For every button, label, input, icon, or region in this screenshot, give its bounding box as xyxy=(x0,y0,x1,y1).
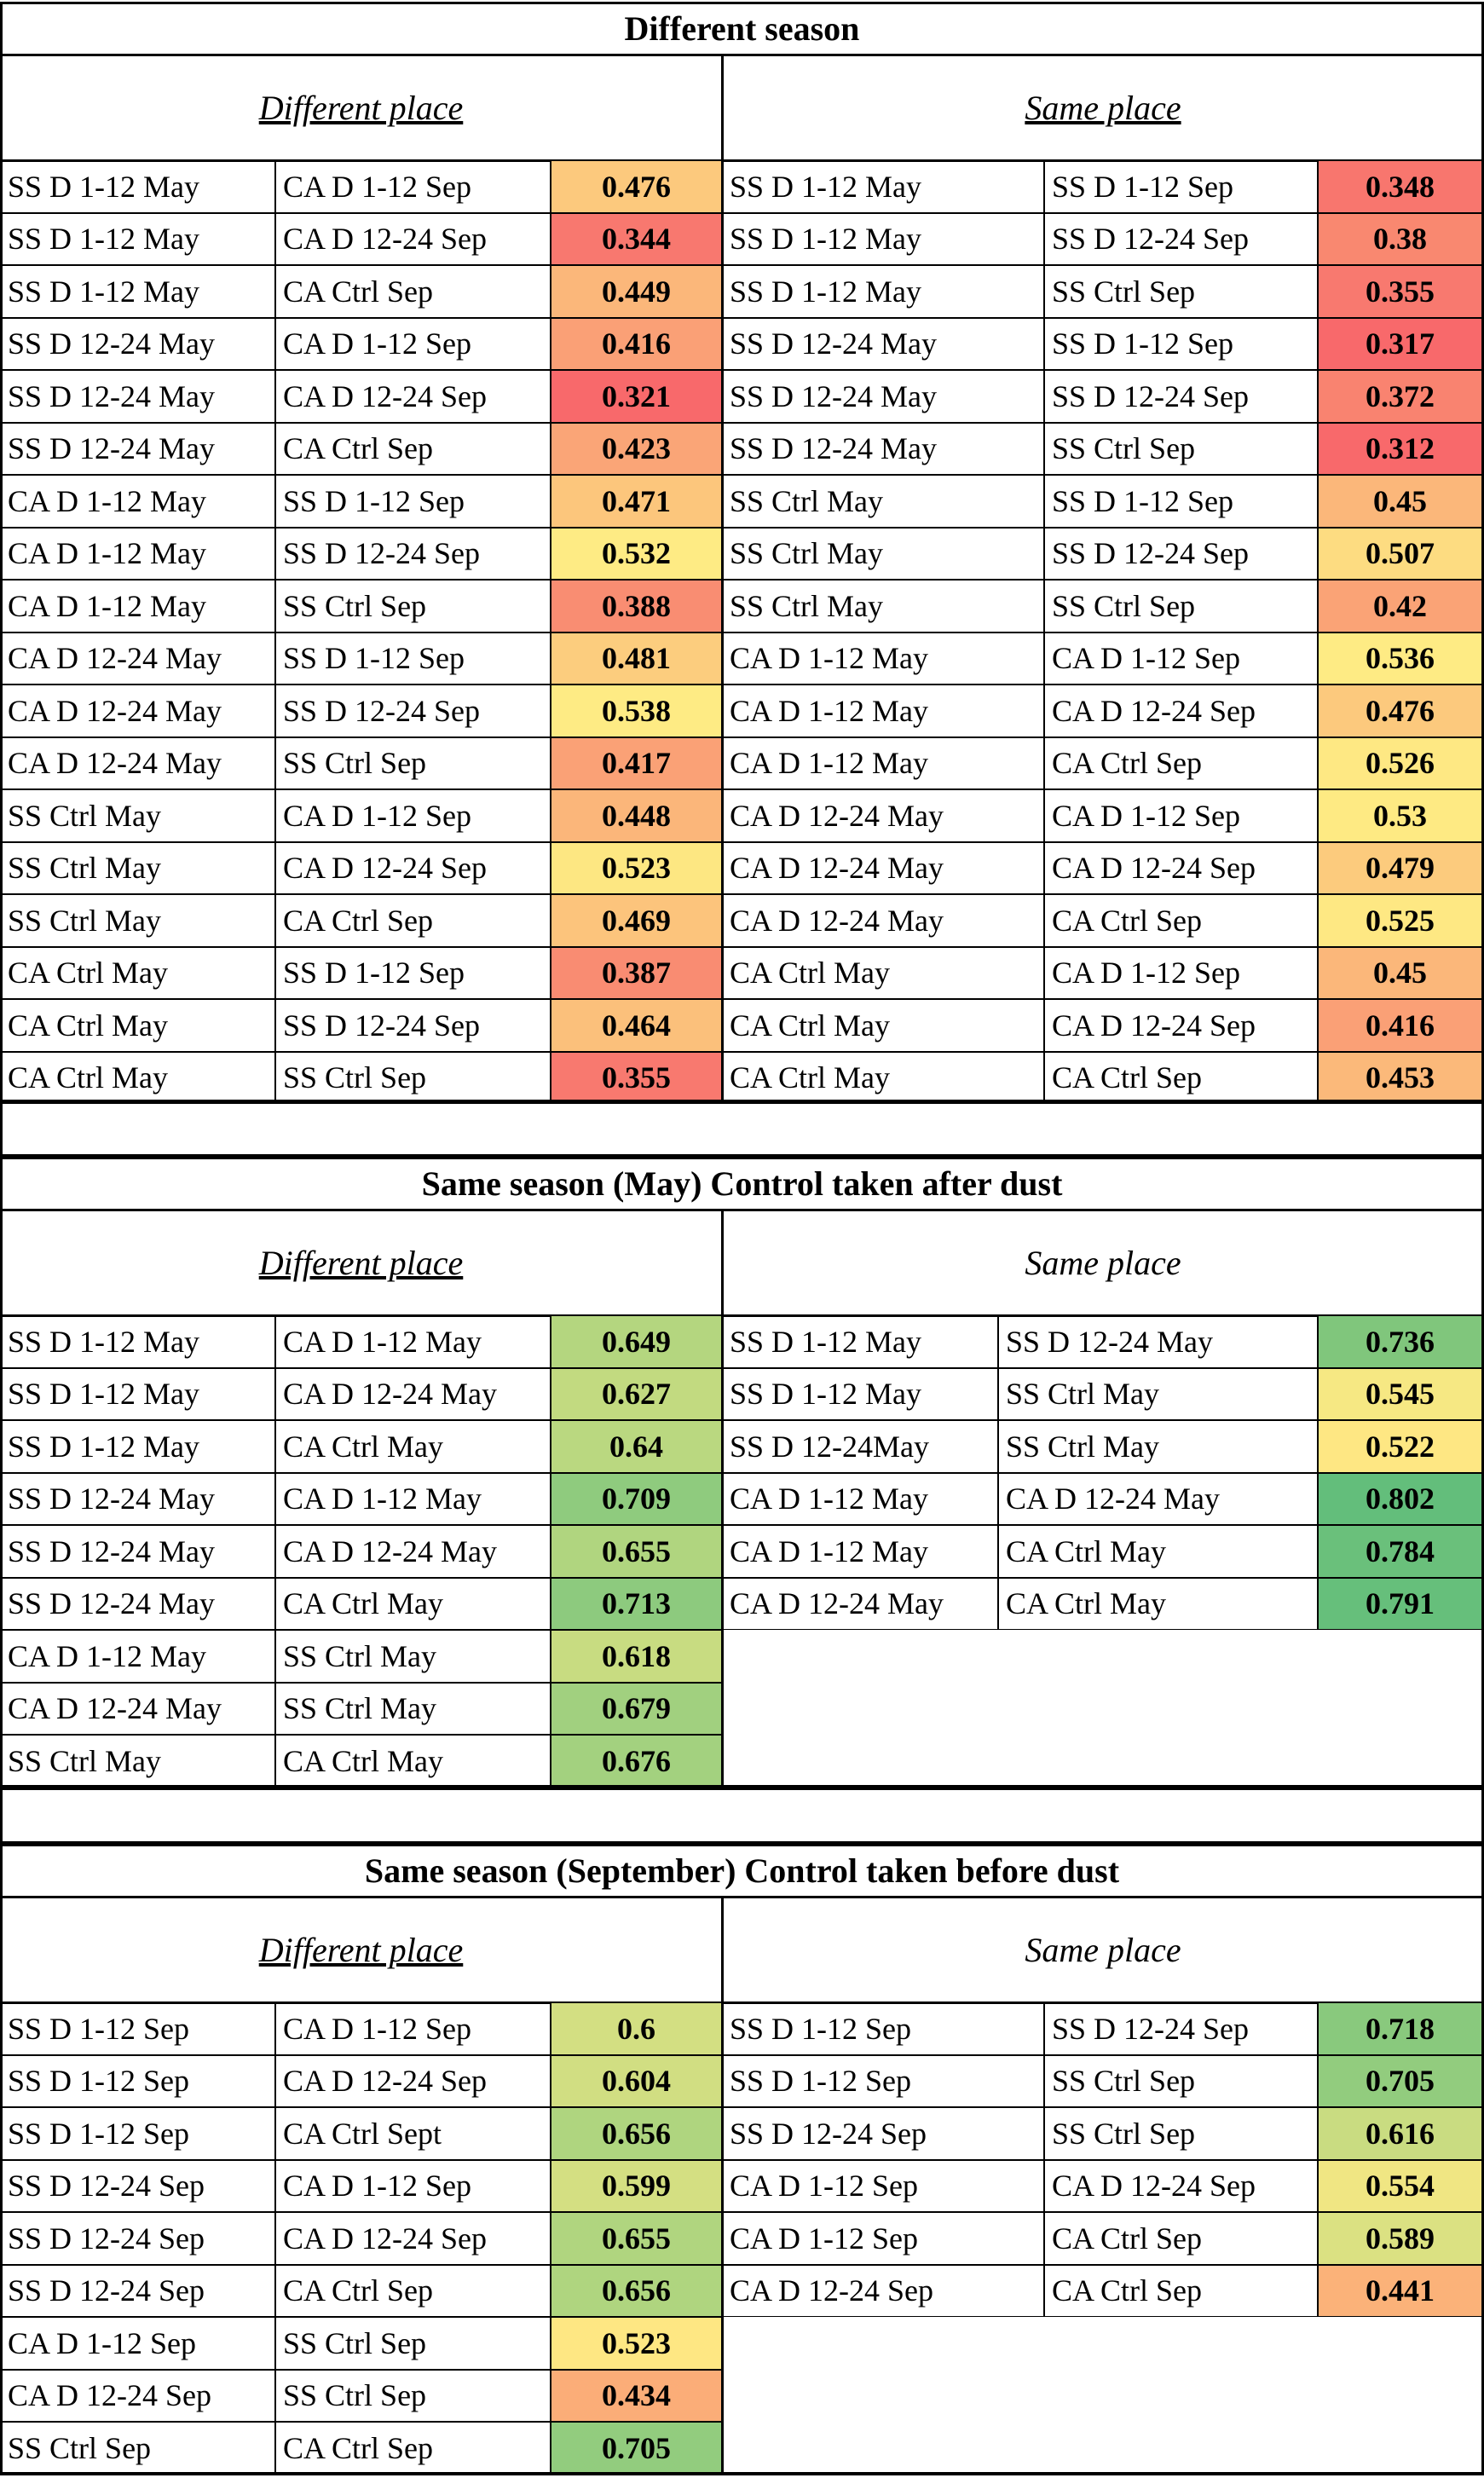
sample-b-cell: CA D 12-24 May xyxy=(275,1368,551,1421)
correlation-value: 0.709 xyxy=(551,1473,722,1526)
correlation-value: 0.554 xyxy=(1318,2160,1482,2213)
sample-a-cell: SS D 12-24 May xyxy=(722,370,1044,423)
correlation-value: 0.448 xyxy=(551,789,722,842)
same-place-label: Same place xyxy=(1025,88,1181,127)
sample-b-cell: CA Ctrl Sep xyxy=(275,894,551,947)
sample-a-cell: CA D 1-12 Sep xyxy=(722,2212,1044,2265)
sample-a-cell: CA D 12-24 May xyxy=(0,1683,275,1736)
sample-a-cell: SS D 12-24 Sep xyxy=(722,2107,1044,2160)
sample-a-cell: SS D 1-12 May xyxy=(0,1315,275,1368)
sample-a-cell: SS D 12-24May xyxy=(722,1420,998,1473)
correlation-value: 0.471 xyxy=(551,475,722,528)
correlation-value: 0.656 xyxy=(551,2265,722,2318)
section-title: Same season (September) Control taken before dust xyxy=(364,1851,1120,1890)
sample-a-cell: SS Ctrl May xyxy=(0,789,275,842)
sample-b-cell: SS D 12-24 Sep xyxy=(1044,528,1318,581)
correlation-value: 0.53 xyxy=(1318,789,1482,842)
sample-b-cell: SS Ctrl Sep xyxy=(1044,423,1318,476)
sample-a-cell: SS D 12-24 May xyxy=(0,1578,275,1631)
correlation-value: 0.479 xyxy=(1318,842,1482,895)
sample-b-cell: SS D 1-12 Sep xyxy=(1044,318,1318,371)
correlation-value: 0.676 xyxy=(551,1735,722,1788)
sample-a-cell: SS Ctrl May xyxy=(722,580,1044,632)
correlation-value: 0.507 xyxy=(1318,528,1482,581)
correlation-value: 0.321 xyxy=(551,370,722,423)
sample-a-cell: CA Ctrl May xyxy=(722,999,1044,1052)
sample-a-cell: CA D 12-24 May xyxy=(722,789,1044,842)
sample-a-cell: CA Ctrl May xyxy=(722,1052,1044,1105)
sample-b-cell: CA D 12-24 Sep xyxy=(1044,999,1318,1052)
sample-a-cell: CA D 12-24 May xyxy=(722,842,1044,895)
sample-a-cell: SS D 12-24 Sep xyxy=(0,2160,275,2213)
sample-a-cell: SS D 1-12 May xyxy=(0,1368,275,1421)
sample-b-cell: SS D 12-24 Sep xyxy=(1044,213,1318,266)
sample-a-cell: SS D 1-12 May xyxy=(722,265,1044,318)
sample-a-cell: CA Ctrl May xyxy=(0,947,275,1000)
sample-b-cell: CA D 1-12 Sep xyxy=(275,318,551,371)
sample-b-cell: SS D 12-24 Sep xyxy=(1044,370,1318,423)
correlation-value: 0.416 xyxy=(551,318,722,371)
sample-b-cell: CA Ctrl Sep xyxy=(275,2422,551,2475)
sample-b-cell: SS D 12-24 Sep xyxy=(275,528,551,581)
section-title: Same season (May) Control taken after dust xyxy=(421,1164,1063,1203)
correlation-value: 0.441 xyxy=(1318,2265,1482,2318)
sample-a-cell: CA D 1-12 May xyxy=(722,684,1044,737)
correlation-value: 0.523 xyxy=(551,842,722,895)
sample-b-cell: SS D 12-24 Sep xyxy=(275,684,551,737)
sample-b-cell: SS D 1-12 Sep xyxy=(275,632,551,685)
different-place-label: Different place xyxy=(258,88,464,127)
sample-a-cell: SS D 12-24 May xyxy=(0,423,275,476)
sample-b-cell: SS Ctrl May xyxy=(998,1420,1318,1473)
sample-a-cell: SS D 1-12 Sep xyxy=(0,2055,275,2108)
correlation-value: 0.449 xyxy=(551,265,722,318)
sample-a-cell: CA D 12-24 May xyxy=(722,894,1044,947)
sample-b-cell: CA Ctrl Sep xyxy=(275,2265,551,2318)
sample-a-cell: CA D 12-24 May xyxy=(0,737,275,790)
sample-b-cell: SS Ctrl May xyxy=(275,1683,551,1736)
correlation-value: 0.372 xyxy=(1318,370,1482,423)
sample-a-cell: SS D 12-24 May xyxy=(0,318,275,371)
correlation-value: 0.469 xyxy=(551,894,722,947)
sample-b-cell: CA Ctrl Sep xyxy=(1044,894,1318,947)
sample-b-cell: CA D 1-12 Sep xyxy=(1044,789,1318,842)
sample-a-cell: SS D 12-24 May xyxy=(722,423,1044,476)
sample-b-cell: SS Ctrl Sep xyxy=(275,2370,551,2423)
sample-b-cell: CA Ctrl Sep xyxy=(1044,2265,1318,2318)
sample-a-cell: SS D 1-12 May xyxy=(722,1315,998,1368)
correlation-value: 0.784 xyxy=(1318,1525,1482,1578)
sample-a-cell: SS Ctrl May xyxy=(0,894,275,947)
correlation-value: 0.604 xyxy=(551,2055,722,2108)
sample-a-cell: SS Ctrl May xyxy=(0,1735,275,1788)
correlation-value: 0.536 xyxy=(1318,632,1482,685)
correlation-value: 0.45 xyxy=(1318,947,1482,1000)
sample-b-cell: SS Ctrl Sep xyxy=(1044,580,1318,632)
sample-b-cell: CA D 12-24 Sep xyxy=(275,2055,551,2108)
sample-b-cell: CA D 1-12 Sep xyxy=(275,2002,551,2055)
sample-a-cell: CA D 1-12 Sep xyxy=(0,2317,275,2370)
sample-a-cell: SS D 1-12 May xyxy=(0,265,275,318)
sample-b-cell: SS Ctrl Sep xyxy=(275,580,551,632)
sample-b-cell: SS D 1-12 Sep xyxy=(275,947,551,1000)
correlation-value: 0.532 xyxy=(551,528,722,581)
correlation-value: 0.464 xyxy=(551,999,722,1052)
sample-a-cell: SS D 1-12 May xyxy=(722,160,1044,213)
correlation-value: 0.525 xyxy=(1318,894,1482,947)
correlation-value: 0.718 xyxy=(1318,2002,1482,2055)
correlation-value: 0.344 xyxy=(551,213,722,266)
correlation-value: 0.348 xyxy=(1318,160,1482,213)
correlation-value: 0.388 xyxy=(551,580,722,632)
sample-b-cell: SS Ctrl Sep xyxy=(1044,265,1318,318)
correlation-value: 0.627 xyxy=(551,1368,722,1421)
sample-b-cell: CA D 1-12 Sep xyxy=(275,789,551,842)
correlation-value: 0.423 xyxy=(551,423,722,476)
sample-b-cell: CA D 1-12 Sep xyxy=(275,160,551,213)
sample-b-cell: CA Ctrl Sep xyxy=(1044,2212,1318,2265)
correlation-value: 0.434 xyxy=(551,2370,722,2423)
correlation-value: 0.526 xyxy=(1318,737,1482,790)
correlation-value: 0.599 xyxy=(551,2160,722,2213)
correlation-value: 0.705 xyxy=(551,2422,722,2475)
correlation-value: 0.355 xyxy=(551,1052,722,1105)
correlation-value: 0.42 xyxy=(1318,580,1482,632)
sample-a-cell: SS D 12-24 May xyxy=(722,318,1044,371)
correlation-value: 0.713 xyxy=(551,1578,722,1631)
sample-b-cell: SS Ctrl Sep xyxy=(275,737,551,790)
sample-b-cell: CA D 1-12 Sep xyxy=(275,2160,551,2213)
correlation-value: 0.802 xyxy=(1318,1473,1482,1526)
sample-b-cell: CA Ctrl Sep xyxy=(275,423,551,476)
sample-b-cell: SS Ctrl Sep xyxy=(1044,2107,1318,2160)
section-border xyxy=(0,2,1484,1104)
correlation-value: 0.545 xyxy=(1318,1368,1482,1421)
sample-a-cell: CA D 12-24 May xyxy=(722,1578,998,1631)
correlation-value: 0.523 xyxy=(551,2317,722,2370)
sample-a-cell: SS D 1-12 May xyxy=(722,213,1044,266)
sample-b-cell: SS Ctrl Sep xyxy=(1044,2055,1318,2108)
correlation-value: 0.453 xyxy=(1318,1052,1482,1105)
sample-a-cell: SS D 1-12 Sep xyxy=(722,2055,1044,2108)
sample-a-cell: CA D 12-24 May xyxy=(0,632,275,685)
correlation-value: 0.64 xyxy=(551,1420,722,1473)
sample-a-cell: CA D 1-12 May xyxy=(722,1473,998,1526)
sample-b-cell: CA D 12-24 Sep xyxy=(275,842,551,895)
sample-a-cell: SS D 1-12 May xyxy=(0,213,275,266)
sample-a-cell: SS Ctrl May xyxy=(722,528,1044,581)
sample-b-cell: CA D 12-24 Sep xyxy=(1044,842,1318,895)
sample-a-cell: SS Ctrl May xyxy=(0,842,275,895)
sample-a-cell: SS D 1-12 May xyxy=(0,160,275,213)
sample-a-cell: SS Ctrl May xyxy=(722,475,1044,528)
correlation-value: 0.649 xyxy=(551,1315,722,1368)
sample-b-cell: SS D 12-24 Sep xyxy=(275,999,551,1052)
sample-b-cell: CA D 1-12 Sep xyxy=(1044,947,1318,1000)
correlation-value: 0.476 xyxy=(551,160,722,213)
sample-b-cell: CA D 12-24 May xyxy=(998,1473,1318,1526)
sample-a-cell: SS D 12-24 May xyxy=(0,1525,275,1578)
sample-b-cell: SS Ctrl Sep xyxy=(275,1052,551,1105)
correlation-value: 0.589 xyxy=(1318,2212,1482,2265)
correlation-value: 0.387 xyxy=(551,947,722,1000)
sample-b-cell: SS D 12-24 May xyxy=(998,1315,1318,1368)
same-place-label: Same place xyxy=(1025,1930,1181,1969)
sample-b-cell: SS D 1-12 Sep xyxy=(275,475,551,528)
correlation-value: 0.616 xyxy=(1318,2107,1482,2160)
correlation-value: 0.538 xyxy=(551,684,722,737)
sample-a-cell: SS D 12-24 Sep xyxy=(0,2212,275,2265)
sample-a-cell: SS D 1-12 Sep xyxy=(0,2107,275,2160)
sample-b-cell: CA D 12-24 Sep xyxy=(275,2212,551,2265)
sample-a-cell: SS D 1-12 Sep xyxy=(0,2002,275,2055)
correlation-value: 0.705 xyxy=(1318,2055,1482,2108)
correlation-value: 0.656 xyxy=(551,2107,722,2160)
sample-a-cell: SS D 12-24 May xyxy=(0,1473,275,1526)
sample-a-cell: CA D 1-12 May xyxy=(0,528,275,581)
sample-b-cell: SS Ctrl May xyxy=(275,1630,551,1683)
same-place-label: Same place xyxy=(1025,1243,1181,1282)
sample-a-cell: CA D 1-12 May xyxy=(0,475,275,528)
section-border xyxy=(0,1157,1484,1788)
section-title: Different season xyxy=(624,9,860,48)
correlation-value: 0.6 xyxy=(551,2002,722,2055)
sample-a-cell: CA Ctrl May xyxy=(0,999,275,1052)
sample-b-cell: CA Ctrl May xyxy=(998,1578,1318,1631)
sample-a-cell: CA Ctrl May xyxy=(0,1052,275,1105)
sample-b-cell: CA D 12-24 Sep xyxy=(275,213,551,266)
correlation-value: 0.736 xyxy=(1318,1315,1482,1368)
sample-b-cell: SS Ctrl May xyxy=(998,1368,1318,1421)
sample-b-cell: CA Ctrl May xyxy=(275,1420,551,1473)
sample-b-cell: SS D 1-12 Sep xyxy=(1044,475,1318,528)
sample-b-cell: CA D 12-24 May xyxy=(275,1525,551,1578)
sample-a-cell: SS Ctrl Sep xyxy=(0,2422,275,2475)
sample-a-cell: CA D 12-24 Sep xyxy=(0,2370,275,2423)
sample-b-cell: SS D 1-12 Sep xyxy=(1044,160,1318,213)
sample-a-cell: CA D 1-12 May xyxy=(722,737,1044,790)
correlation-value: 0.312 xyxy=(1318,423,1482,476)
sample-b-cell: CA D 12-24 Sep xyxy=(1044,684,1318,737)
correlation-value: 0.655 xyxy=(551,2212,722,2265)
sample-b-cell: CA D 1-12 May xyxy=(275,1315,551,1368)
correlation-value: 0.522 xyxy=(1318,1420,1482,1473)
sample-a-cell: SS D 1-12 May xyxy=(722,1368,998,1421)
sample-a-cell: SS D 12-24 Sep xyxy=(0,2265,275,2318)
sample-a-cell: CA D 1-12 Sep xyxy=(722,2160,1044,2213)
sample-b-cell: SS D 12-24 Sep xyxy=(1044,2002,1318,2055)
correlation-value: 0.38 xyxy=(1318,213,1482,266)
correlation-value: 0.618 xyxy=(551,1630,722,1683)
correlation-value: 0.317 xyxy=(1318,318,1482,371)
correlation-value: 0.481 xyxy=(551,632,722,685)
correlation-value: 0.679 xyxy=(551,1683,722,1736)
sample-a-cell: CA D 1-12 May xyxy=(722,1525,998,1578)
sample-b-cell: SS Ctrl Sep xyxy=(275,2317,551,2370)
sample-a-cell: CA Ctrl May xyxy=(722,947,1044,1000)
sample-b-cell: CA Ctrl Sep xyxy=(275,265,551,318)
sample-b-cell: CA Ctrl Sep xyxy=(1044,1052,1318,1105)
sample-b-cell: CA D 1-12 May xyxy=(275,1473,551,1526)
sample-a-cell: CA D 1-12 May xyxy=(722,632,1044,685)
section-border xyxy=(0,1844,1484,2475)
sample-a-cell: CA D 1-12 May xyxy=(0,580,275,632)
sample-b-cell: CA Ctrl Sep xyxy=(1044,737,1318,790)
sample-a-cell: CA D 1-12 May xyxy=(0,1630,275,1683)
sample-b-cell: CA Ctrl May xyxy=(275,1578,551,1631)
spacer-row xyxy=(0,1100,1484,1157)
different-place-label: Different place xyxy=(258,1930,464,1969)
correlation-value: 0.791 xyxy=(1318,1578,1482,1631)
divider xyxy=(0,2473,1484,2475)
correlation-value: 0.417 xyxy=(551,737,722,790)
correlation-value: 0.45 xyxy=(1318,475,1482,528)
correlation-value: 0.416 xyxy=(1318,999,1482,1052)
sample-b-cell: CA Ctrl May xyxy=(275,1735,551,1788)
spacer-row xyxy=(0,1788,1484,1844)
correlation-value: 0.655 xyxy=(551,1525,722,1578)
correlation-value: 0.476 xyxy=(1318,684,1482,737)
sample-a-cell: SS D 1-12 May xyxy=(0,1420,275,1473)
sample-b-cell: CA Ctrl May xyxy=(998,1525,1318,1578)
sample-b-cell: CA D 12-24 Sep xyxy=(1044,2160,1318,2213)
sample-b-cell: CA D 12-24 Sep xyxy=(275,370,551,423)
sample-a-cell: SS D 12-24 May xyxy=(0,370,275,423)
sample-a-cell: SS D 1-12 Sep xyxy=(722,2002,1044,2055)
sample-b-cell: CA Ctrl Sept xyxy=(275,2107,551,2160)
different-place-label: Different place xyxy=(258,1243,464,1282)
sample-a-cell: CA D 12-24 May xyxy=(0,684,275,737)
correlation-value: 0.355 xyxy=(1318,265,1482,318)
sample-b-cell: CA D 1-12 Sep xyxy=(1044,632,1318,685)
sample-a-cell: CA D 12-24 Sep xyxy=(722,2265,1044,2318)
